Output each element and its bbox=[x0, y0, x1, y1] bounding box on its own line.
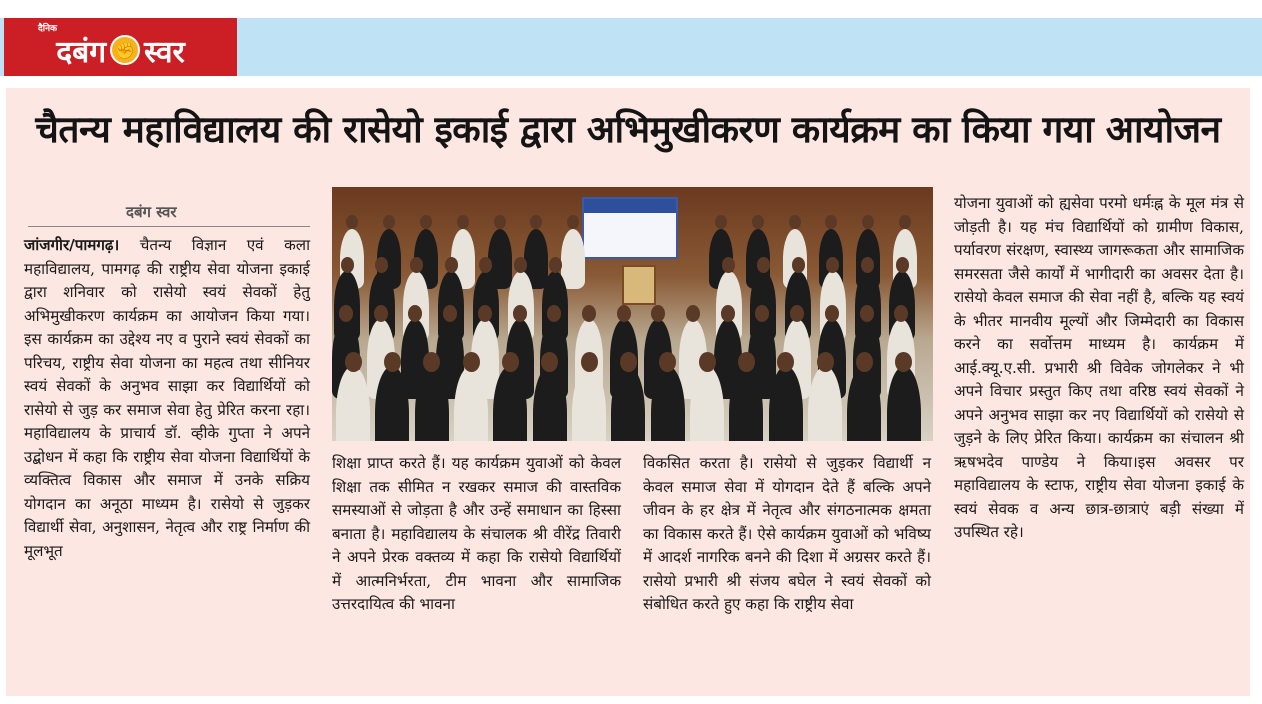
photo-person-head bbox=[861, 257, 874, 273]
photo-person-head bbox=[899, 215, 911, 229]
photo-person-head bbox=[567, 215, 579, 229]
article-column-3: विकसित करता है। रासेयो से जुड़कर विद्यार्थी न केवल समाज सेवा में योगदान देते हैं बल्कि अपने जीवन के हर क्षेत्र में नेतृत्व और संगठनात्मक क्षमता का विकास करते हैं। ऐसे कार्यक्रम युवाओं को भविष्य में आदर्श नागरिक बनने की दिशा में अग्रसर करते हैं। रासेयो प्रभारी श्री संजय बघेल ने स्वयं सेवकों को संबोधित करते हुए कहा कि राष्ट्रीय सेवा bbox=[643, 454, 931, 613]
photo-person-head bbox=[530, 215, 542, 229]
photo-person bbox=[336, 366, 370, 441]
photo-person-head bbox=[792, 257, 805, 273]
photo-person-head bbox=[443, 305, 457, 322]
photo-person-head bbox=[339, 305, 353, 322]
article-byline: दबंग स्वर bbox=[126, 203, 177, 221]
masthead-logo bbox=[4, 18, 237, 76]
photo-banner bbox=[582, 197, 678, 259]
photo-person-head bbox=[346, 215, 358, 229]
photo-person-head bbox=[375, 257, 388, 273]
photo-person-head bbox=[757, 257, 770, 273]
photo-person-head bbox=[549, 257, 562, 273]
photo-person-head bbox=[826, 257, 839, 273]
photo-person-head bbox=[513, 305, 527, 322]
photo-person-head bbox=[790, 305, 804, 322]
byline-divider bbox=[28, 226, 310, 227]
photo-person-head bbox=[825, 215, 837, 229]
photo-person-head bbox=[410, 257, 423, 273]
photo-person-head bbox=[856, 352, 873, 372]
photo-person-head bbox=[494, 215, 506, 229]
photo-person-head bbox=[896, 257, 909, 273]
article-column-2: शिक्षा प्राप्त करते हैं। यह कार्यक्रम युवाओं को केवल शिक्षा तक सीमित न रखकर समाज की वास्तविक समस्याओं से जोड़ता है और उन्हें समाधान का हिस्सा बनाता है। महाविद्यालय के संचालक श्री वीरेंद्र तिवारी ने अपने प्रेरक वक्तव्य में कहा कि रासेयो विद्यार्थियों में आत्मनिर्भरता, टीम भावना और सामाजिक उत्तरदायित्व की भावना bbox=[332, 454, 621, 613]
photo-person bbox=[561, 229, 585, 289]
photo-person-head bbox=[686, 305, 700, 322]
photo-person-head bbox=[752, 215, 764, 229]
photo-person-head bbox=[582, 305, 596, 322]
photo-person-head bbox=[420, 215, 432, 229]
masthead-tagline: दैनिक bbox=[38, 24, 58, 34]
photo-person-head bbox=[789, 215, 801, 229]
photo-person-head bbox=[817, 352, 834, 372]
article-headline: चैतन्य महाविद्यालय की रासेयो इकाई द्वारा अभिमुखीकरण कार्यक्रम का किया गया आयोजन bbox=[35, 107, 1221, 151]
article-column-1-text: चैतन्य विज्ञान एवं कला महाविद्यालय, पामगढ़ की राष्ट्रीय सेवा योजना इकाई द्वारा शनिवार को रासेयो स्वयं सेवकों हेतु अभिमुखीकरण कार्यक्रम का आयोजन किया गया। इस कार्यक्रम का उद्देश्य नए व पुराने स्वयं सेवकों का परिचय, राष्ट्रीय सेवा योजना का महत्व तथा सीनियर स्वयं सेवकों के अनुभव साझा कर विद्यार्थियों को रासेयो से जुड़ कर समाज सेवा हेतु प्रेरित करना रहा। महाविद्यालय के प्राचार्य डॉ. व्हीके गुप्ता ने अपने उद्बोधन में कहा कि राष्ट्रीय सेवा योजना विद्यार्थियों के व्यक्तित्व विकास और समाज में उनके सक्रिय योगदान का अनूठा माध्यम है। रासेयो से जुड़कर विद्यार्थी सेवा, अनुशासन, नेतृत्व और राष्ट्र निर्माण की मूलभूत bbox=[24, 236, 310, 560]
photo-person-head bbox=[374, 305, 388, 322]
photo-person-head bbox=[502, 352, 519, 372]
photo-person-head bbox=[620, 352, 637, 372]
article-column-1 bbox=[24, 234, 310, 563]
photo-person bbox=[611, 366, 645, 441]
group-photo bbox=[332, 187, 933, 441]
photo-person-head bbox=[478, 305, 492, 322]
photo-person-head bbox=[457, 215, 469, 229]
photo-person-head bbox=[384, 352, 401, 372]
photo-person-head bbox=[617, 305, 631, 322]
photo-person-head bbox=[463, 352, 480, 372]
masthead-name-left: दबंग bbox=[56, 34, 107, 70]
article-column-4: योजना युवाओं को ह्यसेवा परमो धर्मःह्न के मूल मंत्र से जोड़ती है। यह मंच विद्यार्थियों को ग्रामीण विकास, पर्यावरण संरक्षण, स्वास्थ्य जागरूकता और सामाजिक समरसता जैसे कार्यों में भागीदारी का अवसर देता है। रासेयो केवल समाज की सेवा नहीं है, बल्कि यह स्वयं के भीतर मानवीय मूल्यों और जिम्मेदारी का विकास करने का सर्वोत्तम माध्यम है। कार्यक्रम में आई.क्यू.ए.सी. प्रभारी श्री विवेक जोगलेकर ने भी अपने विचार प्रस्तुत किए तथा वरिष्ठ स्वयं सेवकों ने अपने अनुभव साझा कर नए विद्यार्थियों को रासेयो से जुड़ने के लिए प्रेरित किया। कार्यक्रम का संचालन श्री ऋषभदेव पाण्डेय ने किया।इस अवसर पर महाविद्यालय के स्टाफ, राष्ट्रीय सेवा योजना इकाई के स्वयं सेवक व अन्य छात्र-छात्राएं बड़ी संख्या में उपस्थित रहे। bbox=[954, 194, 1244, 541]
photo-person-head bbox=[514, 257, 527, 273]
article-page bbox=[6, 88, 1250, 696]
photo-person-head bbox=[860, 305, 874, 322]
photo-person-head bbox=[345, 352, 362, 372]
photo-person-head bbox=[341, 257, 354, 273]
article-dateline: जांजगीर/पामगढ़। bbox=[24, 236, 120, 254]
photo-person-head bbox=[721, 305, 735, 322]
megaphone-icon: ✊ bbox=[110, 35, 140, 65]
photo-person-head bbox=[445, 257, 458, 273]
photo-person bbox=[887, 366, 921, 441]
photo-person-head bbox=[825, 305, 839, 322]
masthead-name-right: स्वर bbox=[144, 34, 185, 70]
photo-person-head bbox=[738, 352, 755, 372]
photo-person-head bbox=[699, 352, 716, 372]
photo-person-head bbox=[479, 257, 492, 273]
photo-person-head bbox=[722, 257, 735, 273]
photo-portrait bbox=[622, 265, 656, 305]
photo-person-head bbox=[547, 305, 561, 322]
photo-person-head bbox=[581, 352, 598, 372]
photo-person-head bbox=[651, 305, 665, 322]
photo-banner-band bbox=[584, 199, 676, 213]
photo-person-head bbox=[383, 215, 395, 229]
photo-person-head bbox=[862, 215, 874, 229]
photo-person-head bbox=[715, 215, 727, 229]
